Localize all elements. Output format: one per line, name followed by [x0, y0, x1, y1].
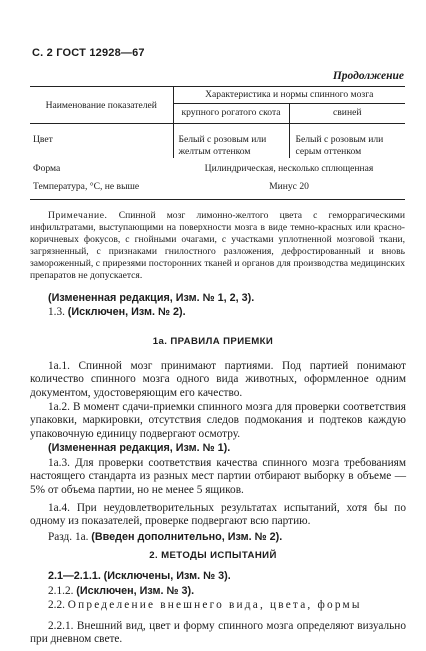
section-introduced-note [30, 531, 406, 544]
item-text: (Исключены, Изм. № 3). [103, 570, 231, 582]
item-number: 1.3. [48, 306, 65, 318]
section-heading: 2. МЕТОДЫ ИСПЫТАНИЙ [149, 550, 277, 561]
paragraph-1a4: 1а.4. При неудовлетворительных результатах испытаний, хотя бы по одному из показателей, проверке подвергают всю партию. [30, 502, 406, 528]
item-2-1-2 [30, 585, 406, 598]
cell-merged: Минус 20 [173, 175, 405, 200]
amendment-note: (Измененная редакция, Изм. № 1). [48, 442, 231, 454]
table-row [30, 158, 405, 175]
item-1-3 [30, 306, 406, 319]
table-note [30, 210, 405, 283]
section-heading: 1а. ПРАВИЛА ПРИЕМКИ [152, 336, 274, 347]
item-text: (Исключен, Изм. № 3). [76, 585, 195, 597]
paragraph-1a3: 1а.3. Для проверки соответствия качества спинного мозга требованиям настоящего стандарта из разных мест партии отбирают выборку в объеме — 5% от объема партии, но не менее 5 ящиков. [30, 457, 406, 496]
row-label: Форма [33, 163, 61, 174]
table-row [30, 175, 405, 200]
cell-pig: Белый с розовым или серым оттенком [289, 124, 405, 159]
row-label: Температура, °С, не выше [30, 175, 173, 200]
paragraph-1a1: 1а.1. Спинной мозг принимают партиями. Под партией понимают количество спинного мозга одного вида животных, оформленное одним документом, удостоверяющим его качество. [30, 360, 406, 399]
column-group-header: Характеристика и нормы спинного мозга [173, 87, 405, 104]
spec-table [30, 86, 405, 200]
column-header-name: Наименование показателей [30, 87, 173, 124]
razd-text: (Введен дополнительно, Изм. № 2). [91, 531, 283, 543]
note-text: Спинной мозг лимонно-желтого цвета с геморрагическими инфильтратами, выступающими на поверхности мозга в виде темно-красных или красно-коричневых фокусов, с гнойными очагами, с участками уплотненной мозговой ткани, загрязненный, с признаками гнилостного разложения, дефростированный и вновь замороженный, с прирезями посторонних тканей и органов для производства медицинских препаратов не допускается. [30, 210, 405, 282]
item-title: Определение внешнего вида, цвета, формы [67, 599, 362, 611]
razd-prefix: Разд. 1а. [48, 531, 89, 543]
item-number: 2.1.2. [48, 585, 74, 597]
item-number: 2.2. [48, 599, 65, 611]
amendment-note: (Измененная редакция, Изм. № 1, 2, 3). [48, 292, 255, 304]
paragraph-2-2-1: 2.2.1. Внешний вид, цвет и форму спинного мозга определяют визуально при дневном свете. [30, 620, 406, 646]
item-2-1 [30, 570, 406, 583]
page-header: С. 2 ГОСТ 12928—67 [32, 47, 145, 59]
continued-label: Продолжение [332, 70, 404, 82]
row-label: Цвет [33, 134, 53, 145]
column-header-pig: свиней [289, 104, 405, 124]
column-header-cattle: крупного рогатого скота [173, 104, 289, 124]
table-row [30, 124, 405, 159]
item-2-2 [30, 599, 406, 612]
cell-cattle: Белый с розовым или желтым оттенком [173, 124, 289, 159]
cell-merged: Цилиндрическая, несколько сплющенная [204, 163, 374, 174]
item-text: (Исключен, Изм. № 2). [67, 306, 186, 318]
item-number: 2.1—2.1.1. [48, 570, 101, 582]
note-lead: Примечание. [48, 210, 108, 221]
paragraph-1a2: 1а.2. В момент сдачи-приемки спинного мозга для проверки соответствия упаковки, маркировки, отсутствия следов подмокания и подтеков каждую упаковочную единицу подвергают осмотру. [30, 401, 406, 440]
